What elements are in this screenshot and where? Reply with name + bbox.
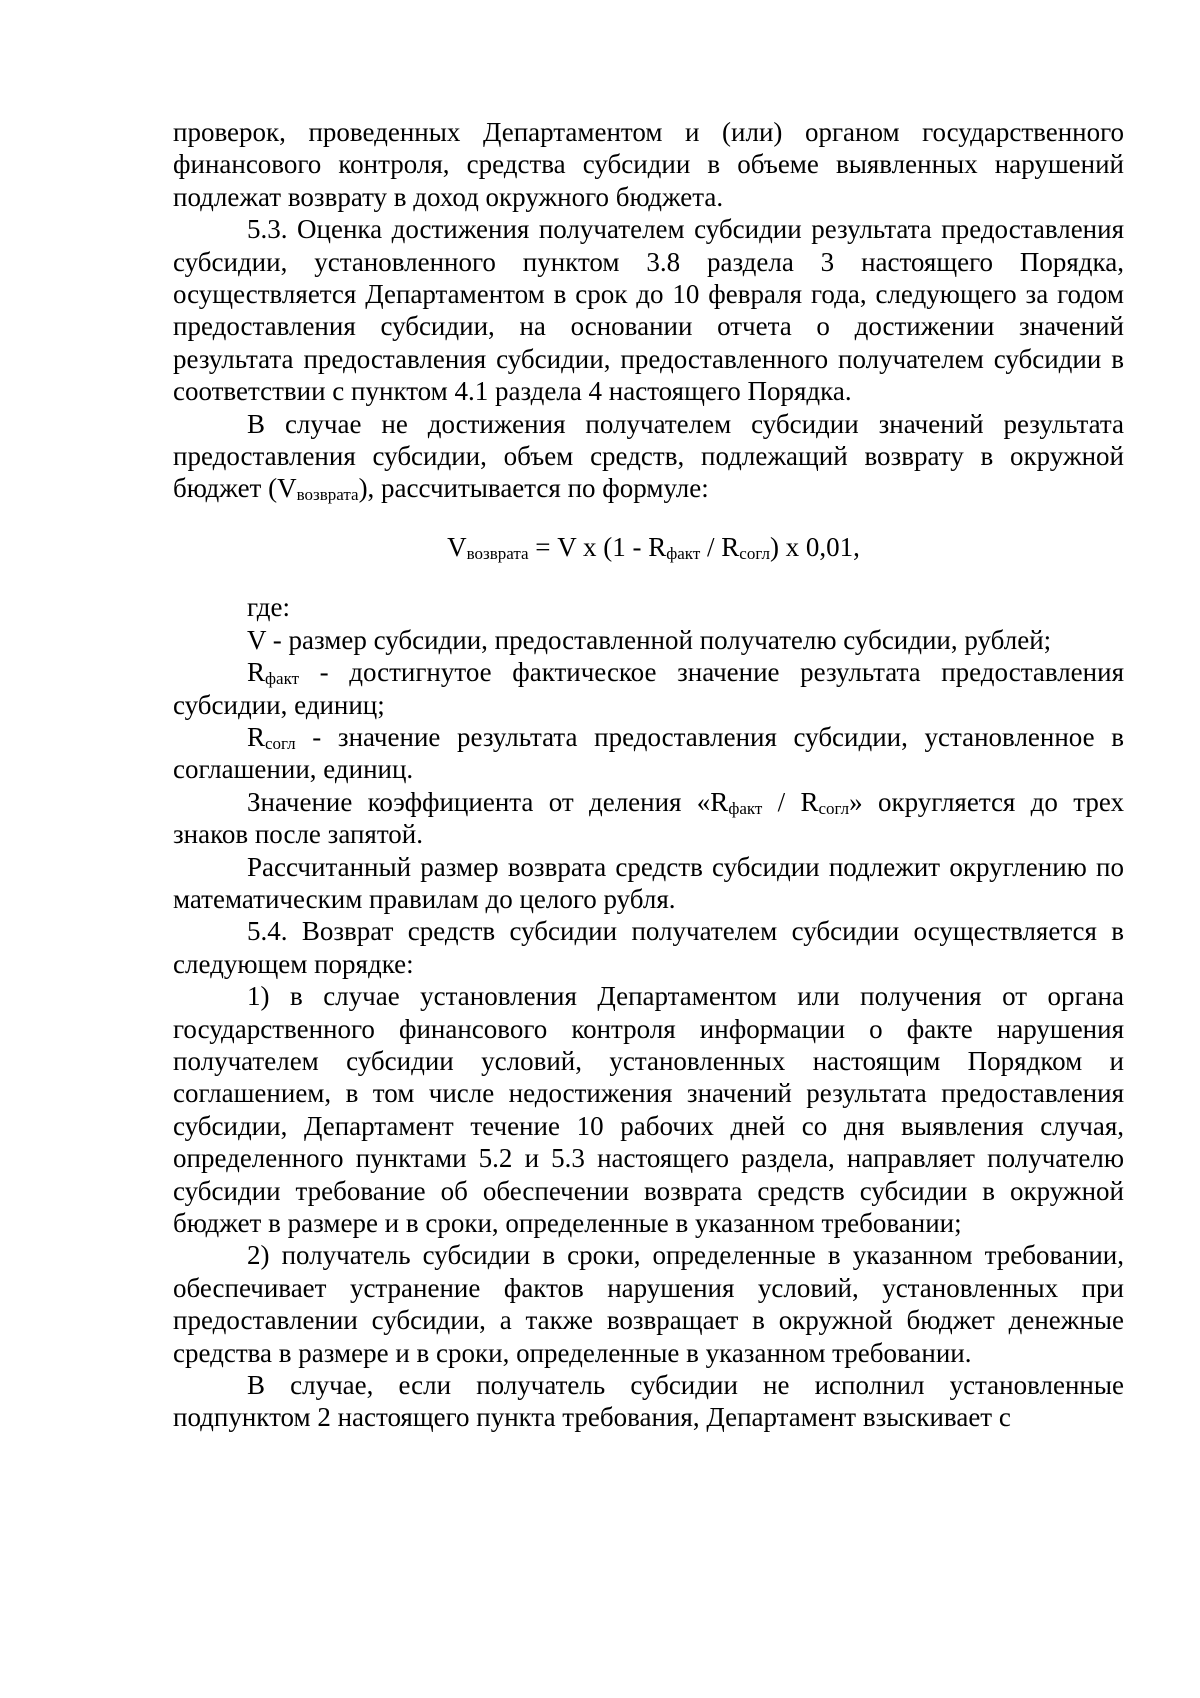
text: - достигнутое фактическое значение результата предоставления субсидии, единиц; xyxy=(173,657,1124,720)
subscript: факт xyxy=(265,669,300,689)
paragraph-final: В случае, если получатель субсидии не исполнил установленные подпунктом 2 настоящего пункта требования, Департамент взыскивает с xyxy=(173,1370,1124,1433)
symbol: R xyxy=(247,721,266,752)
document-page xyxy=(173,116,1124,1434)
list-item-2: 2) получатель субсидии в сроки, определенные в указанном требовании, обеспечивает устранение фактов нарушения условий, установленных при предоставлении субсидии, а также возвращает в окружной бюджет денежные средства в размере и в сроки, определенные в указанном требовании. xyxy=(173,1240,1124,1368)
amount-rounding: Рассчитанный размер возврата средств субсидии подлежит округлению по математическим правилам до целого рубля. xyxy=(173,851,1124,914)
formula-agreed-subscript: согл xyxy=(739,543,770,563)
formula-v-subscript: возврата xyxy=(466,543,529,563)
return-formula xyxy=(173,531,1124,563)
formula-div: / R xyxy=(700,531,740,562)
definition-v: V - размер субсидии, предоставленной получателю субсидии, рублей; xyxy=(247,624,1052,655)
text: / R xyxy=(762,786,819,817)
paragraph-5-4: 5.4. Возврат средств субсидии получателем субсидии осуществляется в следующем порядке: xyxy=(173,916,1124,979)
paragraph-non-achievement xyxy=(173,408,1124,505)
paragraph-intro: проверок, проведенных Департаментом и (или) органом государственного финансового контроля, средства субсидии в объеме выявленных нарушений подлежат возврату в доход окружного бюджета. xyxy=(173,117,1124,212)
subscript: факт xyxy=(728,798,763,818)
text: Значение коэффициента от деления «R xyxy=(247,786,729,817)
symbol: R xyxy=(247,657,266,688)
text: » округляется до трех знаков после запятой. xyxy=(173,786,1124,850)
paragraph-5-3: 5.3. Оценка достижения получателем субсидии результата предоставления субсидии, установленного пунктом 3.8 раздела 3 настоящего Порядка, осуществляется Департаментом в срок до 10 февраля года, следующего за годом предоставления субсидии, на основании отчета о достижении значений результата предоставления субсидии, предоставленного получателем субсидии в соответствии с пунктом 4.1 раздела 4 настоящего Порядка. xyxy=(173,214,1124,407)
where-label: где: xyxy=(247,592,290,623)
subscript: согл xyxy=(818,798,850,818)
subscript: возврата xyxy=(296,485,359,505)
formula-fact-subscript: факт xyxy=(666,543,701,563)
text: ), рассчитывается по формуле: xyxy=(358,473,709,504)
coefficient-rounding xyxy=(173,786,1124,851)
list-item-1: 1) в случае установления Департаментом или получения от органа государственного финансового контроля информации о факте нарушения получателем субсидии условий, установленных настоящим Порядком и соглашением, в том числе недостижения значений результата предоставления субсидии, Департамент течение 10 рабочих дней со дня выявления случая, определенного пунктами 5.2 и 5.3 настоящего раздела, направляет получателю субсидии требование об обеспечении возврата средств субсидии в окружной бюджет в размере и в сроки, определенные в указанном требовании; xyxy=(173,981,1124,1238)
formula-tail: ) x 0,01, xyxy=(769,531,860,562)
subscript: согл xyxy=(265,733,296,753)
definition-r-fact xyxy=(173,656,1124,721)
formula-eq: = V x (1 - R xyxy=(528,531,667,562)
text: - значение результата предоставления субсидии, установленное в соглашении, единиц. xyxy=(173,721,1124,785)
definition-r-agreed xyxy=(173,721,1124,786)
text: В случае не достижения получателем субсидии значений результата предоставления субсидии, объем средств, подлежащий возврату в окружной бюджет (V xyxy=(173,408,1124,504)
formula-v: V xyxy=(447,531,467,562)
